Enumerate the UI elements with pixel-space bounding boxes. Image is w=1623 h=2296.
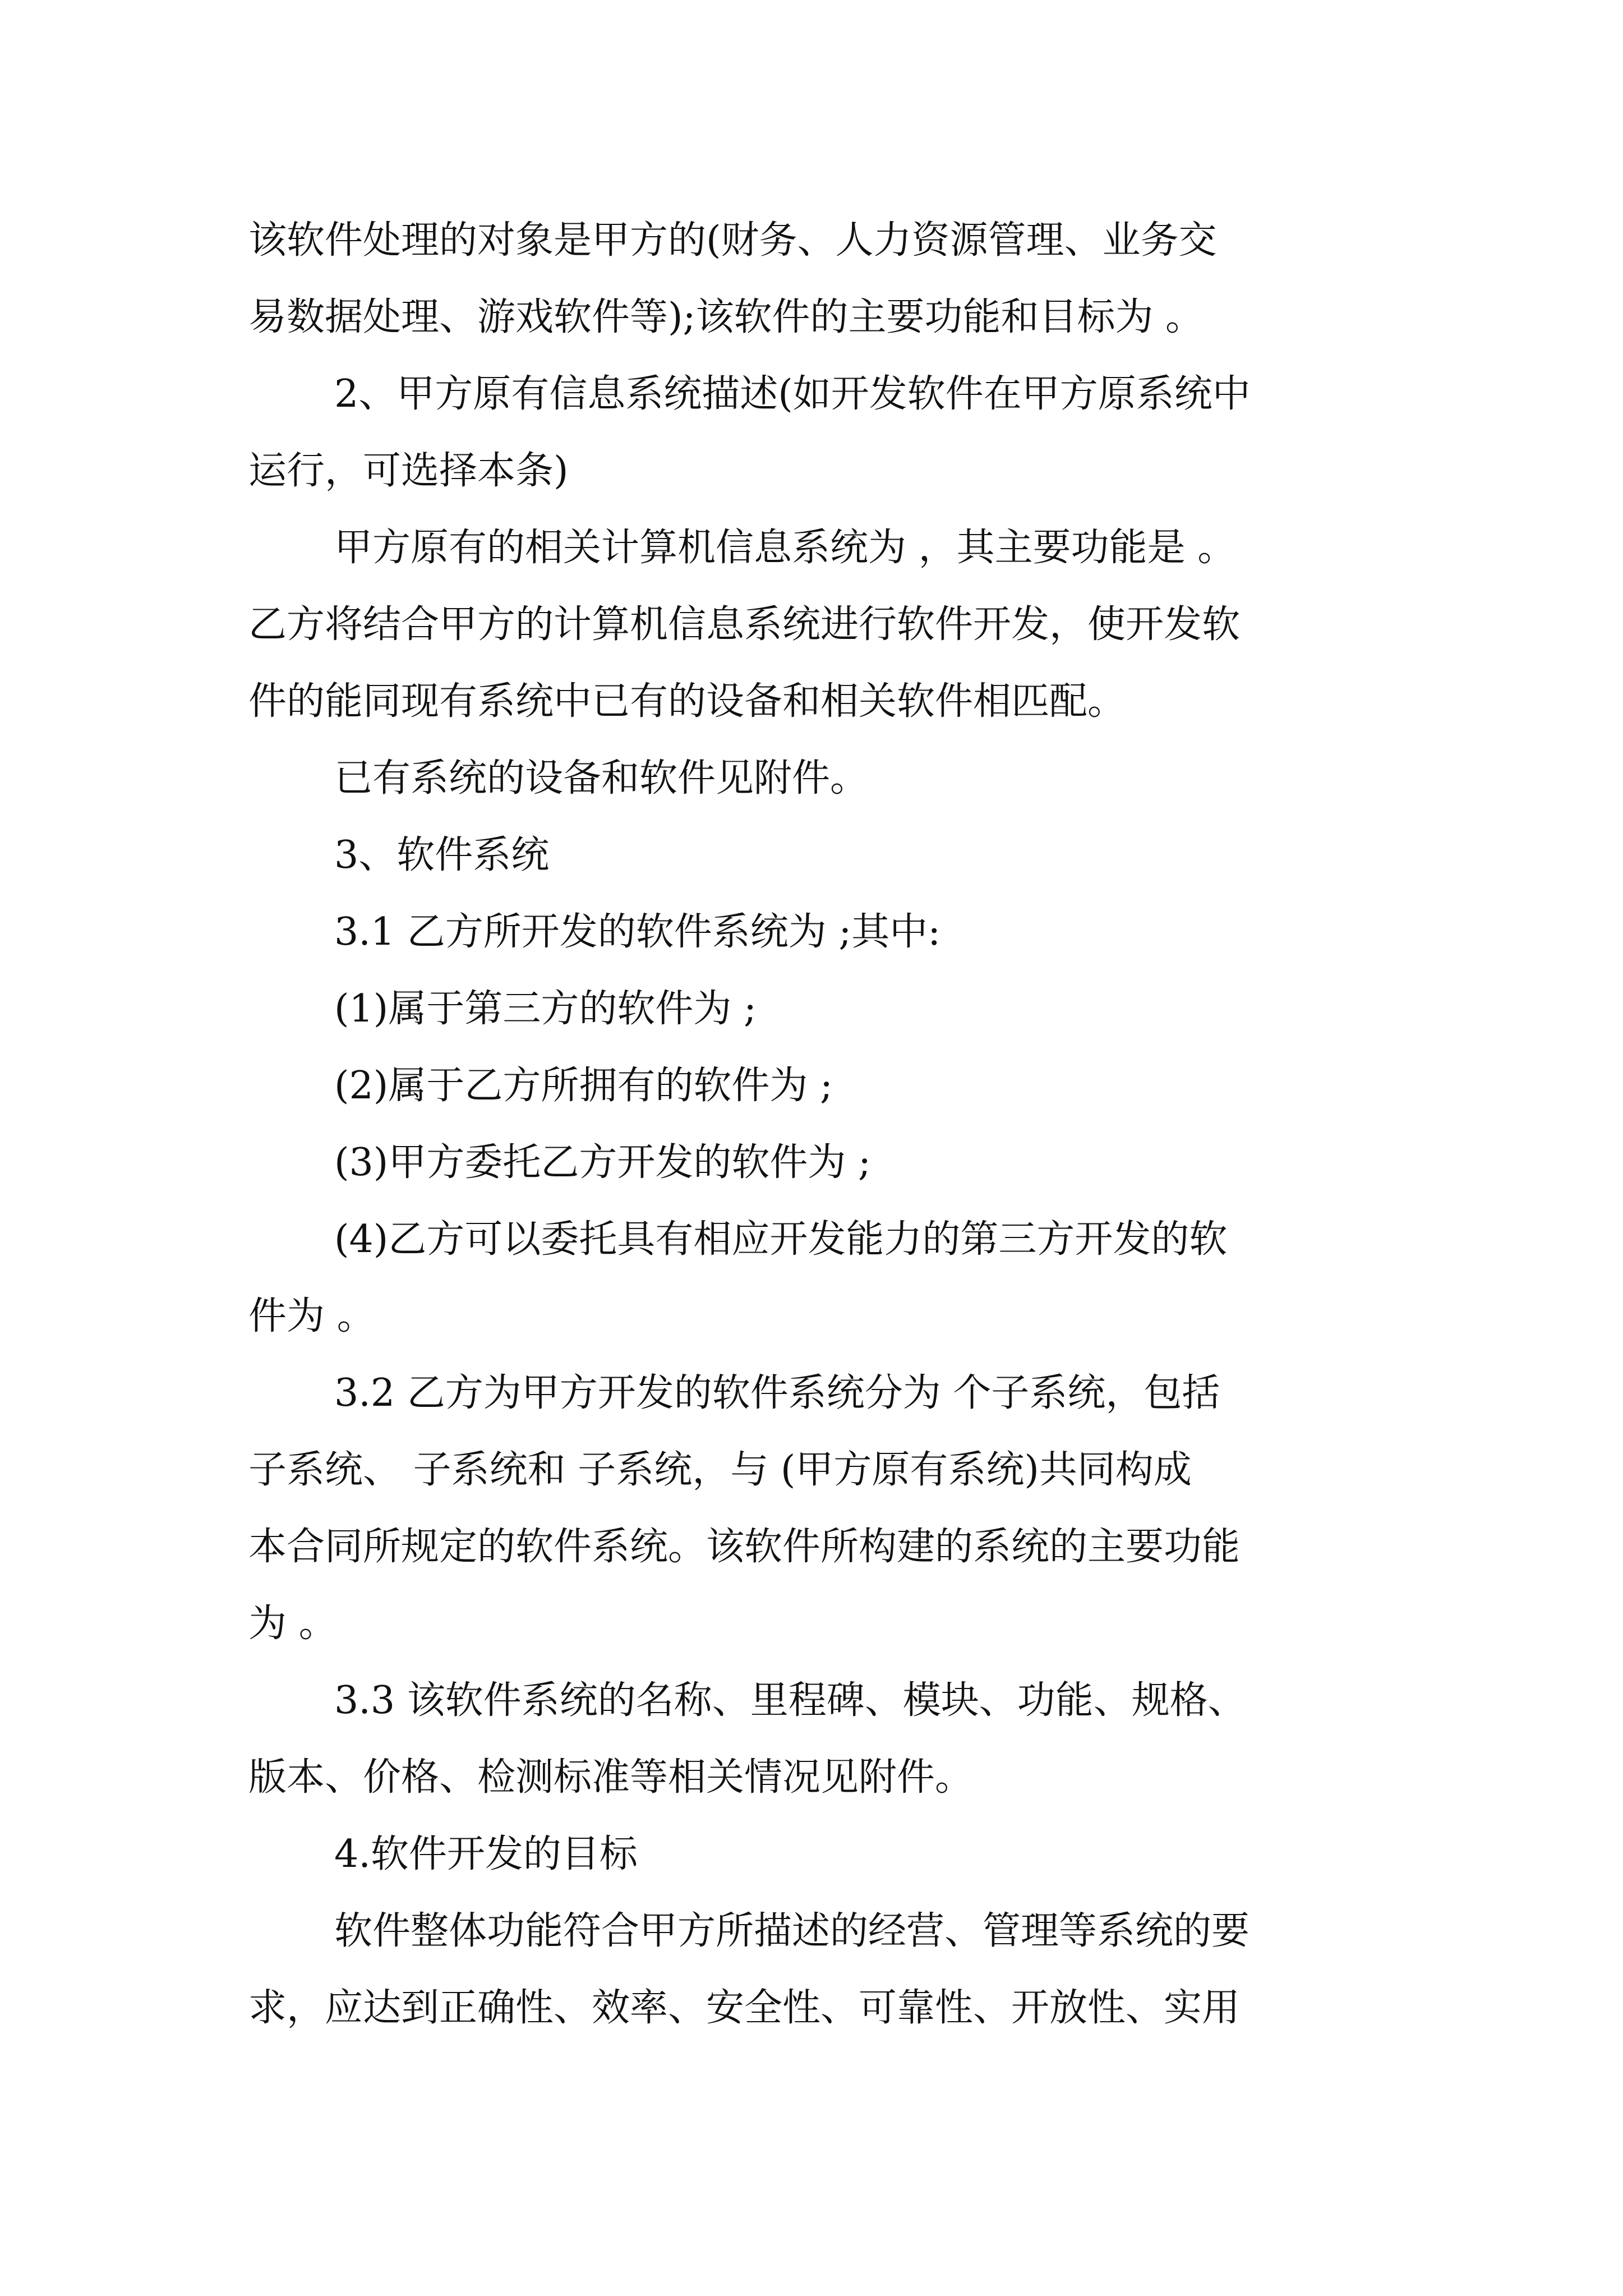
section-heading: 3、软件系统 <box>334 833 550 877</box>
text-line: 3.1 乙方所开发的软件系统为 ;其中: <box>334 910 941 954</box>
text-line: 乙方将结合甲方的计算机信息系统进行软件开发，使开发软 <box>248 602 1241 647</box>
text-line: 3.2 乙方为甲方开发的软件系统分为 个子系统，包括 <box>334 1371 1220 1415</box>
text-line: 该软件处理的对象是甲方的(财务、人力资源管理、业务交 <box>248 218 1217 263</box>
text-line: 件的能同现有系统中已有的设备和相关软件相匹配。 <box>248 679 1126 724</box>
text-line: 件为 。 <box>248 1294 375 1338</box>
text-line: 运行，可选择本条) <box>248 449 569 493</box>
text-line: 为 。 <box>248 1602 337 1646</box>
list-item: (3)甲方委托乙方开发的软件为 ; <box>334 1140 871 1185</box>
text-line: 3.3 该软件系统的名称、里程碑、模块、功能、规格、 <box>334 1678 1246 1723</box>
list-item: (4)乙方可以委托具有相应开发能力的第三方开发的软 <box>334 1217 1228 1262</box>
text-line: 易数据处理、游戏软件等);该软件的主要功能和目标为 。 <box>248 295 1204 339</box>
text-line: 2、甲方原有信息系统描述(如开发软件在甲方原系统中 <box>334 372 1251 416</box>
text-line: 本合同所规定的软件系统。该软件所构建的系统的主要功能 <box>248 1525 1241 1569</box>
list-item: (2)属于乙方所拥有的软件为 ; <box>334 1064 833 1108</box>
text-line: 版本、价格、检测标准等相关情况见附件。 <box>248 1755 974 1800</box>
text-line: 甲方原有的相关计算机信息系统为 ，其主要功能是 。 <box>334 526 1236 570</box>
text-line: 子系统、 子系统和 子系统，与 (甲方原有系统)共同构成 <box>248 1448 1192 1492</box>
list-item: (1)属于第三方的软件为 ; <box>334 987 757 1031</box>
text-line: 软件整体功能符合甲方所描述的经营、管理等系统的要 <box>334 1909 1250 1953</box>
section-heading: 4.软件开发的目标 <box>334 1832 638 1876</box>
text-line: 已有系统的设备和软件见附件。 <box>334 756 869 800</box>
text-line: 求，应达到正确性、效率、安全性、可靠性、开放性、实用 <box>248 1986 1241 2030</box>
